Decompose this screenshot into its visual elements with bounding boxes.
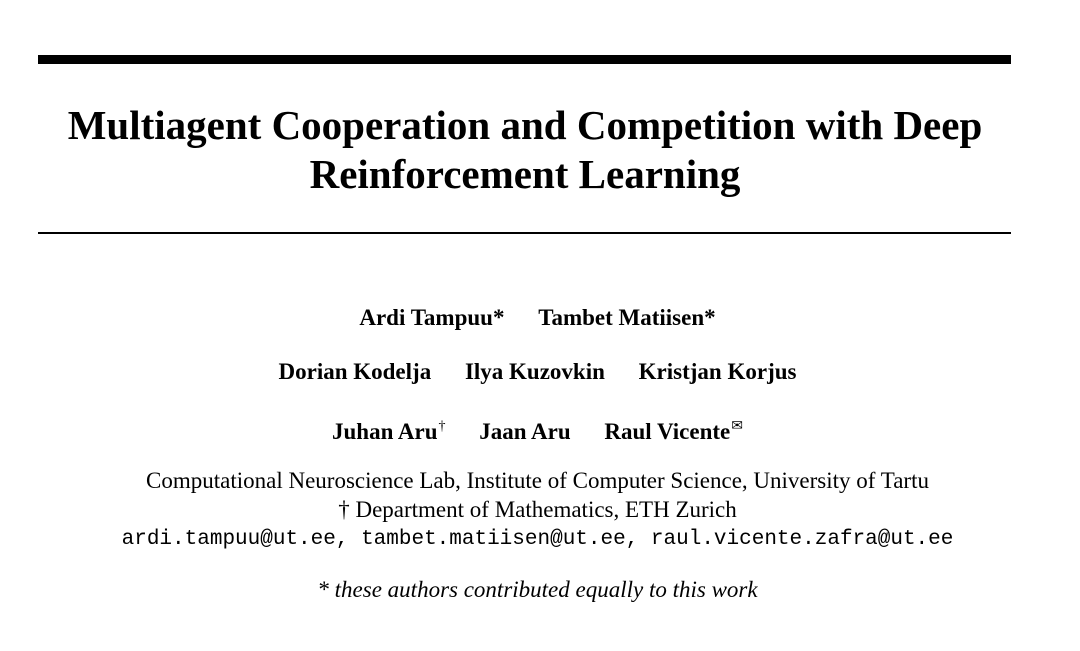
author-emails: ardi.tampuu@ut.ee, tambet.matiisen@ut.ee, raul.vicente.zafra@ut.ee	[121, 528, 954, 551]
author-row-1	[0, 304, 1075, 332]
author-name: Dorian Kodelja	[278, 359, 432, 384]
author-row-3	[0, 413, 1075, 446]
title-bottom-rule	[38, 232, 1011, 234]
paper-title	[0, 101, 1050, 199]
affiliation-secondary: † Department of Mathematics, ETH Zurich	[338, 497, 737, 522]
author-row-2	[0, 358, 1075, 386]
author-name: Raul Vicente✉	[604, 419, 743, 444]
author-name: Jaan Aru	[479, 419, 571, 444]
author-name: Kristjan Korjus	[638, 359, 797, 384]
author-name: Juhan Aru†	[332, 419, 446, 444]
title-line-2: Reinforcement Learning	[309, 151, 741, 197]
author-name: Ardi Tampuu*	[359, 305, 505, 330]
author-name: Ilya Kuzovkin	[464, 359, 605, 384]
title-top-rule	[38, 55, 1011, 64]
envelope-icon: ✉	[731, 419, 743, 434]
author-name: Tambet Matiisen*	[538, 305, 716, 330]
dagger-mark: †	[438, 419, 446, 434]
affiliation-primary: Computational Neuroscience Lab, Institute of Computer Science, University of Tartu	[146, 468, 929, 493]
equal-contribution-note: * these authors contributed equally to this work	[317, 577, 758, 602]
title-line-1: Multiagent Cooperation and Competition with Deep	[67, 102, 983, 148]
